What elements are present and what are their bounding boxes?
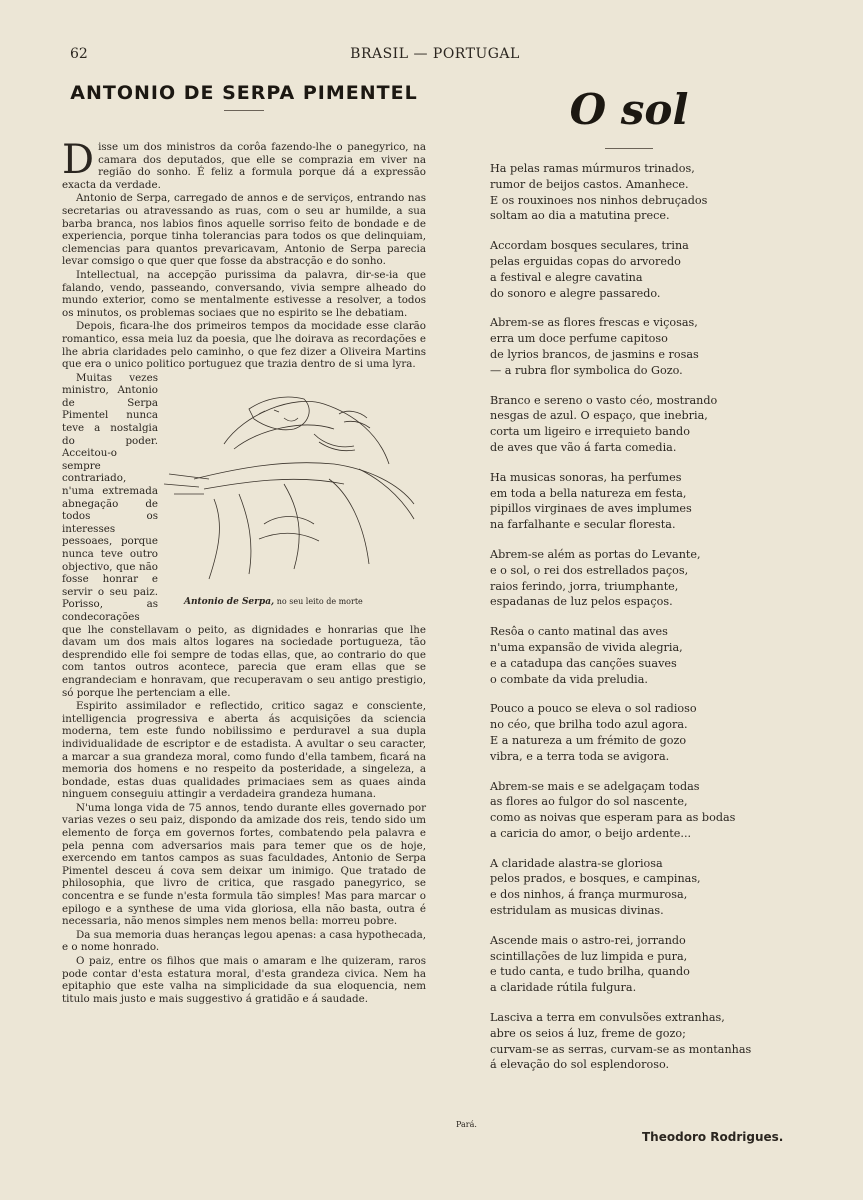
poem-line: scintillações de luz limpida e pura,	[490, 949, 688, 963]
poem-stanza	[490, 779, 774, 842]
portrait-sketch-image	[164, 374, 426, 589]
poem-line: pelas erguidas copas do arvoredo	[490, 254, 681, 268]
poem-title: O sol	[569, 85, 689, 134]
poem-stanzas	[484, 161, 774, 1073]
drop-cap: D	[62, 137, 95, 183]
poem-line: e a catadupa das canções suaves	[490, 656, 677, 670]
poem-stanza	[490, 238, 774, 301]
poem-line: á elevação do sol esplendoroso.	[490, 1058, 670, 1072]
poem-stanza	[490, 856, 774, 919]
poem-line: espadanas de luz pelos espaços.	[490, 595, 673, 609]
poem-line: Abrem-se as flores frescas e viçosas,	[490, 316, 698, 330]
poem-line: do sonoro e alegre passaredo.	[490, 286, 661, 300]
poem-stanza	[490, 1010, 774, 1073]
poem-line: Ha pelas ramas múrmuros trinados,	[490, 162, 695, 175]
running-head: BRASIL — PORTUGAL	[350, 46, 520, 62]
poem-line: — a rubra flor symbolica do Gozo.	[490, 363, 683, 377]
poem-stanza	[490, 393, 774, 456]
article-paragraph: N'uma longa vida de 75 annos, tendo durante elles governado por varias vezes o seu paiz, dispondo da amizade dos reis, tendo sido um elemento de força em governos fortes, combatendo pela palavra e pela penna com adversarios mais para temer que os de hoje, exercendo em tantos campos as suas faculdades, Antonio de Serpa Pimentel desceu á cova sem deixar um inimigo. Que tratado de philosophia, que livro de critica, que rasgado panegyrico, se concentra e se funde n'esta formula tão simples! Mas para marcar o epilogo e a synthese de uma vida gloriosa, ella não basta, outra é necessaria, não menos simples nem menos bella: morreu pobre.	[62, 801, 426, 928]
poem-line: e dos ninhos, á frança murmurosa,	[490, 888, 688, 902]
poem-line: e tudo canta, e tudo brilha, quando	[490, 965, 690, 979]
portrait-figure	[164, 374, 426, 609]
figure-caption	[184, 596, 363, 609]
page-number: 62	[70, 46, 88, 62]
poem-line: E os rouxinoes nos ninhos debruçados	[490, 193, 708, 207]
poem-line: pelos prados, e bosques, e campinas,	[490, 872, 701, 886]
poem-line: de aves que vão á farta comedia.	[490, 440, 677, 454]
poem-line: corta um ligeiro e irrequieto bando	[490, 425, 690, 439]
poem-stanza	[490, 470, 774, 533]
poem-line: E a natureza a um frémito de gozo	[490, 733, 687, 747]
poem-line: Abrem-se além as portas do Levante,	[490, 547, 701, 561]
poem-line: a festival e alegre cavatina	[490, 270, 643, 284]
poem-line: a claridade rútila fulgura.	[490, 981, 637, 995]
article-paragraph: O paiz, entre os filhos que mais o amaram e lhe quizeram, raros pode contar d'esta estatura moral, d'esta grandeza civica. Nem ha epitaphio que este valha na simplicidade da sua eloquencia, nem titulo mais justo e mais suggestivo á gratidão e á saudade.	[62, 955, 426, 1005]
article-paragraph: Intellectual, na accepção purissima da palavra, dir-se-ia que falando, vendo, passeando, conversando, vivia sempre alheado do mundo exterior, como se mentalmente estivesse a resolver, a todos os minutos, os problemas sociaes que no espirito se lhe debatiam.	[62, 268, 426, 319]
poem-stanza	[490, 315, 774, 378]
caption-text: no seu leito de morte	[276, 597, 363, 607]
poem-line: abre os seios á luz, freme de gozo;	[490, 1026, 686, 1040]
poem-line: curvam-se as serras, curvam-se as montanhas	[490, 1042, 752, 1056]
poem-line: erra um doce perfume capitoso	[490, 332, 668, 346]
poem-line: nesgas de azul. O espaço, que inebria,	[490, 409, 708, 423]
article-paragraph: Espirito assimilador e reflectido, critico sagaz e consciente, intelligencia progressiva e aberta ás acquisições da sciencia moderna, tem este fundo nobilissimo e perduravel a sua dupla individualidade de escriptor e de estadista. A avultar o seu caracter, a marcar a sua grandeza moral, como fundo d'ella tambem, ficará na memoria dos homens e no respeito da posteridade, a singeleza, a bondade, estas duas qualidades primaciaes sem as quaes ainda ninguem conseguiu attingir a verdadeira grandeza humana.	[62, 700, 426, 801]
article-paragraph: Depois, ficara-lhe dos primeiros tempos da mocidade esse clarão romantico, essa meia luz da poesia, que lhe doirava as recordações e lhe abria claridades pelo caminho, o que fez dizer a Oliveira Martins que era o unico politico portuguez que trazia dentro de si uma lyra.	[62, 320, 426, 371]
poem-stanza	[490, 701, 774, 764]
poem-stanza	[490, 624, 774, 687]
poem-line: estridulam as musicas divinas.	[490, 904, 664, 918]
poem-line: rumor de beijos castos. Amanhece.	[490, 177, 689, 191]
title-divider	[224, 110, 264, 111]
poem-line: Ha musicas sonoras, ha perfumes	[490, 470, 682, 484]
article-paragraph: Antonio de Serpa, carregado de annos e de serviços, entrando nas secretarias ou atravessando as ruas, com o seu ar humilde, a sua barba branca, nos labios finos aquelle sorriso feito de bondade e de experiencia, porque tinha tolerancias para todos os que delinquiam, clemencias para quantos prevaricavam, Antonio de Serpa parecia levar comsigo o que quer que fosse da abstracção e do sonho.	[62, 192, 426, 268]
poem-line: A claridade alastra-se gloriosa	[490, 856, 663, 870]
article-paragraph: Da sua memoria duas heranças legou apenas: a casa hypothecada, e o nome honrado.	[62, 928, 426, 954]
article-paragraph	[62, 137, 426, 191]
poem-title-divider	[605, 148, 653, 149]
poem-line: Lasciva a terra em convulsões extranhas,	[490, 1011, 725, 1025]
article-paragraph: Muitas vezes ministro, Antonio de Serpa Pimentel nunca teve a nostalgia do poder. Acceitou-o sempre contrariado, n'uma extremada abnegação de todos os interesses pessoaes, porque nunca teve outro objectivo, que não fosse honrar e servir o seu paiz. Porisso, as condecorações que lhe constellavam o peito, as dignidades e honrarias que lhe davam um dos mais altos logares na sociedade portugueza, tão desprendido elle foi sempre de todas ellas, que, ao contrario do que com tantos outros acontece, parecia que eram ellas que se engrandeciam e honravam, que recuperavam o seu antigo prestigio, só porque lhe pertenciam a elle.	[62, 371, 426, 699]
poem-line: em toda a bella natureza em festa,	[490, 486, 687, 500]
poem-line: de lyrios brancos, de jasmins e rosas	[490, 347, 699, 361]
poem-column	[484, 80, 774, 1087]
poem-line: como as noivas que esperam para as bodas	[490, 811, 736, 825]
poem-line: Resôa o canto matinal das aves	[490, 625, 668, 639]
poem-place: Pará.	[456, 1120, 477, 1129]
caption-name: Antonio de Serpa,	[184, 597, 275, 608]
poem-line: na farfalhante e secular floresta.	[490, 518, 676, 532]
article-title: ANTONIO DE SERPA PIMENTEL	[70, 82, 418, 104]
poem-line: Accordam bosques seculares, trina	[490, 239, 689, 253]
poem-line: no céo, que brilha todo azul agora.	[490, 718, 688, 732]
poem-line: Abrem-se mais e se adelgaçam todas	[490, 779, 700, 793]
poem-line: a caricia do amor, o beijo ardente...	[490, 826, 692, 840]
poem-author: Theodoro Rodrigues.	[642, 1130, 784, 1144]
poem-line: raios ferindo, jorra, triumphante,	[490, 579, 679, 593]
poem-line: Pouco a pouco se eleva o sol radioso	[490, 702, 697, 716]
poem-line: o combate da vida preludia.	[490, 672, 648, 686]
article-column	[62, 80, 426, 1006]
paragraph-text: isse um dos ministros da corôa fazendo-lhe o panegyrico, na camara dos deputados, que elle se comprazia em viver na região do sonho. É feliz a formula porque dá a expressão exacta da verdade.	[62, 141, 426, 191]
poem-stanza	[490, 933, 774, 996]
poem-stanza	[490, 161, 774, 224]
poem-line: Ascende mais o astro-rei, jorrando	[490, 933, 686, 947]
poem-line: soltam ao dia a matutina prece.	[490, 209, 670, 223]
poem-stanza	[490, 547, 774, 610]
poem-line: e o sol, o rei dos estrellados paços,	[490, 563, 689, 577]
poem-line: n'uma expansão de vivida alegria,	[490, 640, 683, 654]
article-body	[62, 137, 426, 1005]
poem-line: vibra, e a terra toda se avigora.	[490, 749, 670, 763]
poem-line: as flores ao fulgor do sol nascente,	[490, 795, 688, 809]
poem-line: Branco e sereno o vasto céo, mostrando	[490, 393, 718, 407]
poem-line: pipillos virginaes de aves implumes	[490, 502, 692, 516]
